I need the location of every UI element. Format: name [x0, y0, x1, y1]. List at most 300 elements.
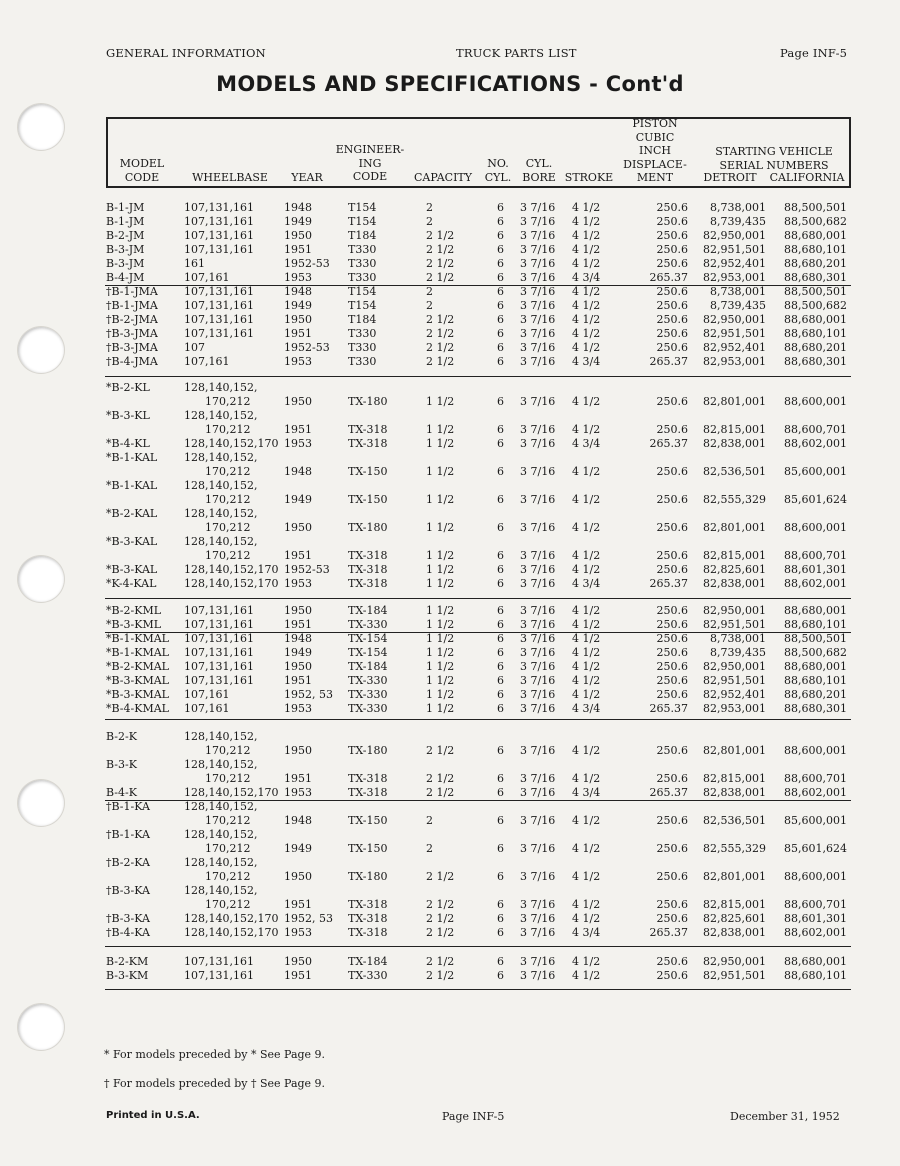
- cell-serial-california: 85,600,001: [784, 814, 847, 827]
- cell-capacity: 2 1/2: [426, 955, 455, 968]
- cell-year: 1953: [284, 271, 312, 284]
- table-row: [0, 257, 900, 271]
- cell-year: 1953: [284, 437, 312, 450]
- cell-year: 1950: [284, 521, 312, 534]
- cell-capacity: 1 1/2: [426, 674, 455, 687]
- cell-serial-detroit: 8,739,435: [710, 299, 766, 312]
- cell-displacement: 250.6: [656, 632, 688, 645]
- cell-displacement: 250.6: [656, 423, 688, 436]
- cell-bore: 3 7/16: [520, 702, 556, 715]
- cell-capacity: 1 1/2: [426, 437, 455, 450]
- cell-serial-detroit: 82,951,501: [703, 618, 766, 631]
- table-row: [0, 327, 900, 341]
- table-row: [0, 758, 900, 772]
- cell-cyl: 6: [497, 870, 504, 883]
- table-row: [0, 521, 900, 535]
- cell-displacement: 250.6: [656, 604, 688, 617]
- cell-displacement: 250.6: [656, 688, 688, 701]
- cell-model: †B-2-KA: [106, 856, 150, 869]
- cell-stroke: 4 1/2: [572, 912, 601, 925]
- cell-year: 1948: [284, 201, 312, 214]
- cell-engine: T154: [348, 299, 377, 312]
- cell-bore: 3 7/16: [520, 257, 556, 270]
- cell-capacity: 2 1/2: [426, 271, 455, 284]
- cell-engine: TX-154: [348, 632, 388, 645]
- col-header-california: CALIFORNIA: [769, 171, 845, 184]
- cell-stroke: 4 3/4: [572, 437, 601, 450]
- cell-serial-detroit: 82,815,001: [703, 549, 766, 562]
- cell-capacity: 2 1/2: [426, 898, 455, 911]
- cell-model: B-2-K: [106, 730, 137, 743]
- cell-model: *B-2-KML: [106, 604, 162, 617]
- cell-year: 1952, 53: [284, 912, 333, 925]
- cell-capacity: 2 1/2: [426, 243, 455, 256]
- cell-serial-detroit: 82,838,001: [703, 926, 766, 939]
- cell-cyl: 6: [497, 955, 504, 968]
- cell-model: *B-1-KAL: [106, 451, 158, 464]
- binder-hole: [18, 1004, 64, 1050]
- cell-year: 1953: [284, 702, 312, 715]
- cell-model: B-4-JM: [106, 271, 145, 284]
- cell-wheelbase: 128,140,152,: [184, 451, 258, 464]
- cell-stroke: 4 1/2: [572, 674, 601, 687]
- cell-bore: 3 7/16: [520, 285, 556, 298]
- cell-engine: TX-184: [348, 660, 388, 673]
- cell-model: *B-3-KAL: [106, 535, 158, 548]
- cell-serial-california: 88,600,701: [784, 423, 847, 436]
- running-header-right: Page INF-5: [780, 46, 848, 60]
- cell-capacity: 2: [426, 215, 433, 228]
- cell-serial-detroit: 82,951,501: [703, 327, 766, 340]
- cell-cyl: 6: [497, 660, 504, 673]
- cell-serial-california: 88,500,682: [784, 299, 847, 312]
- cell-serial-california: 85,600,001: [784, 465, 847, 478]
- cell-capacity: 1 1/2: [426, 660, 455, 673]
- cell-bore: 3 7/16: [520, 493, 556, 506]
- cell-stroke: 4 1/2: [572, 313, 601, 326]
- col-header-model: MODEL CODE: [119, 157, 165, 184]
- cell-model: †B-1-JMA: [106, 285, 158, 298]
- cell-wheelbase: 128,140,152,170: [184, 437, 279, 450]
- cell-serial-california: 88,602,001: [784, 437, 847, 450]
- cell-wheelbase: 107,161: [184, 271, 230, 284]
- cell-model: *K-4-KAL: [106, 577, 157, 590]
- cell-displacement: 250.6: [656, 215, 688, 228]
- table-row: [0, 535, 900, 549]
- cell-displacement: 250.6: [656, 549, 688, 562]
- cell-engine: TX-180: [348, 395, 388, 408]
- cell-displacement: 265.37: [649, 702, 688, 715]
- cell-bore: 3 7/16: [520, 341, 556, 354]
- cell-bore: 3 7/16: [520, 744, 556, 757]
- cell-model: †B-4-JMA: [106, 355, 158, 368]
- cell-serial-california: 88,600,001: [784, 395, 847, 408]
- cell-stroke: 4 1/2: [572, 521, 601, 534]
- cell-capacity: 1 1/2: [426, 618, 455, 631]
- cell-model: *B-4-KMAL: [106, 702, 169, 715]
- table-row: [0, 243, 900, 257]
- cell-capacity: 1 1/2: [426, 688, 455, 701]
- table-row: [0, 955, 900, 969]
- cell-year: 1950: [284, 313, 312, 326]
- cell-model: *B-1-KMAL: [106, 646, 169, 659]
- cell-capacity: 2: [426, 842, 433, 855]
- cell-bore: 3 7/16: [520, 926, 556, 939]
- cell-serial-detroit: 82,815,001: [703, 772, 766, 785]
- cell-capacity: 1 1/2: [426, 395, 455, 408]
- cell-wheelbase: 107,131,161: [184, 660, 254, 673]
- cell-engine: T154: [348, 201, 377, 214]
- running-header-left: GENERAL INFORMATION: [106, 46, 266, 60]
- cell-year: 1950: [284, 955, 312, 968]
- group-divider: [105, 946, 851, 947]
- cell-engine: T330: [348, 243, 377, 256]
- cell-wheelbase: 107,131,161: [184, 215, 254, 228]
- cell-wheelbase: 170,212: [184, 549, 251, 562]
- cell-year: 1950: [284, 660, 312, 673]
- cell-serial-detroit: 82,951,501: [703, 674, 766, 687]
- cell-serial-california: 88,680,201: [784, 341, 847, 354]
- cell-engine: T330: [348, 327, 377, 340]
- cell-stroke: 4 1/2: [572, 285, 601, 298]
- cell-cyl: 6: [497, 271, 504, 284]
- cell-serial-california: 88,602,001: [784, 577, 847, 590]
- cell-engine: TX-318: [348, 423, 388, 436]
- cell-serial-detroit: 82,801,001: [703, 395, 766, 408]
- cell-model: †B-3-KA: [106, 912, 150, 925]
- cell-bore: 3 7/16: [520, 465, 556, 478]
- cell-cyl: 6: [497, 257, 504, 270]
- cell-model: *B-3-KML: [106, 618, 162, 631]
- footer-page: Page INF-5: [442, 1110, 505, 1123]
- cell-wheelbase: 170,212: [184, 423, 251, 436]
- cell-capacity: 2 1/2: [426, 341, 455, 354]
- cell-displacement: 250.6: [656, 299, 688, 312]
- cell-displacement: 250.6: [656, 521, 688, 534]
- cell-serial-detroit: 82,825,601: [703, 563, 766, 576]
- cell-cyl: 6: [497, 604, 504, 617]
- cell-bore: 3 7/16: [520, 786, 556, 799]
- table-row: [0, 632, 900, 646]
- cell-serial-california: 88,602,001: [784, 926, 847, 939]
- cell-serial-california: 88,680,201: [784, 257, 847, 270]
- cell-wheelbase: 107,131,161: [184, 243, 254, 256]
- cell-serial-detroit: 82,838,001: [703, 786, 766, 799]
- table-row: [0, 618, 900, 632]
- cell-serial-detroit: 82,801,001: [703, 870, 766, 883]
- cell-engine: TX-318: [348, 437, 388, 450]
- binder-hole: [18, 104, 64, 150]
- cell-engine: T184: [348, 313, 377, 326]
- cell-displacement: 250.6: [656, 618, 688, 631]
- cell-stroke: 4 1/2: [572, 395, 601, 408]
- table-row: [0, 563, 900, 577]
- cell-capacity: 1 1/2: [426, 702, 455, 715]
- cell-cyl: 6: [497, 646, 504, 659]
- running-header-center: TRUCK PARTS LIST: [456, 46, 577, 60]
- table-row: [0, 730, 900, 744]
- cell-model: B-3-KM: [106, 969, 149, 982]
- cell-serial-california: 85,601,624: [784, 493, 847, 506]
- table-row: [0, 969, 900, 983]
- cell-bore: 3 7/16: [520, 814, 556, 827]
- cell-wheelbase: 170,212: [184, 395, 251, 408]
- footnote-dagger: † For models preceded by † See Page 9.: [104, 1077, 326, 1090]
- cell-serial-detroit: 82,951,501: [703, 243, 766, 256]
- cell-bore: 3 7/16: [520, 299, 556, 312]
- cell-cyl: 6: [497, 577, 504, 590]
- cell-engine: TX-318: [348, 912, 388, 925]
- cell-stroke: 4 1/2: [572, 215, 601, 228]
- cell-wheelbase: 107,131,161: [184, 299, 254, 312]
- cell-engine: TX-150: [348, 814, 388, 827]
- cell-serial-california: 88,680,301: [784, 271, 847, 284]
- cell-capacity: 1 1/2: [426, 563, 455, 576]
- cell-serial-detroit: 82,801,001: [703, 521, 766, 534]
- cell-serial-detroit: 82,952,401: [703, 257, 766, 270]
- cell-displacement: 265.37: [649, 577, 688, 590]
- cell-cyl: 6: [497, 969, 504, 982]
- page-title: MODELS AND SPECIFICATIONS - Cont'd: [216, 72, 684, 96]
- cell-year: 1953: [284, 355, 312, 368]
- cell-serial-california: 88,600,001: [784, 870, 847, 883]
- cell-wheelbase: 107,131,161: [184, 604, 254, 617]
- cell-serial-detroit: 82,838,001: [703, 437, 766, 450]
- cell-serial-detroit: 8,738,001: [710, 285, 766, 298]
- cell-bore: 3 7/16: [520, 969, 556, 982]
- cell-year: 1950: [284, 744, 312, 757]
- cell-serial-california: 88,680,001: [784, 604, 847, 617]
- cell-wheelbase: 170,212: [184, 842, 251, 855]
- cell-engine: T154: [348, 215, 377, 228]
- table-row: [0, 604, 900, 618]
- table-row: [0, 493, 900, 507]
- cell-bore: 3 7/16: [520, 313, 556, 326]
- cell-displacement: 250.6: [656, 563, 688, 576]
- table-row: [0, 688, 900, 702]
- cell-engine: TX-330: [348, 702, 388, 715]
- cell-stroke: 4 1/2: [572, 243, 601, 256]
- cell-bore: 3 7/16: [520, 563, 556, 576]
- cell-bore: 3 7/16: [520, 201, 556, 214]
- cell-bore: 3 7/16: [520, 549, 556, 562]
- cell-capacity: 2 1/2: [426, 870, 455, 883]
- table-row: [0, 355, 900, 369]
- cell-serial-california: 88,680,301: [784, 355, 847, 368]
- cell-model: *B-1-KAL: [106, 479, 158, 492]
- cell-wheelbase: 128,140,152,: [184, 884, 258, 897]
- cell-serial-california: 88,500,682: [784, 646, 847, 659]
- cell-model: †B-1-KA: [106, 800, 150, 813]
- cell-displacement: 250.6: [656, 744, 688, 757]
- cell-serial-california: 88,680,201: [784, 688, 847, 701]
- cell-year: 1952, 53: [284, 688, 333, 701]
- cell-wheelbase: 128,140,152,: [184, 409, 258, 422]
- cell-stroke: 4 1/2: [572, 744, 601, 757]
- footer-date: December 31, 1952: [730, 1110, 840, 1123]
- cell-model: *B-3-KMAL: [106, 674, 169, 687]
- cell-year: 1948: [284, 465, 312, 478]
- cell-year: 1953: [284, 926, 312, 939]
- cell-year: 1951: [284, 549, 312, 562]
- cell-serial-california: 88,600,701: [784, 772, 847, 785]
- cell-year: 1948: [284, 814, 312, 827]
- cell-cyl: 6: [497, 395, 504, 408]
- cell-displacement: 250.6: [656, 772, 688, 785]
- cell-wheelbase: 107,131,161: [184, 285, 254, 298]
- cell-model: †B-4-KA: [106, 926, 150, 939]
- cell-serial-california: 88,680,101: [784, 327, 847, 340]
- cell-serial-detroit: 82,801,001: [703, 744, 766, 757]
- cell-serial-california: 88,680,001: [784, 313, 847, 326]
- table-row: [0, 285, 900, 299]
- cell-capacity: 2 1/2: [426, 313, 455, 326]
- cell-cyl: 6: [497, 327, 504, 340]
- table-row: [0, 465, 900, 479]
- cell-wheelbase: 107,131,161: [184, 313, 254, 326]
- cell-serial-detroit: 82,953,001: [703, 271, 766, 284]
- table-row: [0, 549, 900, 563]
- cell-stroke: 4 1/2: [572, 688, 601, 701]
- cell-stroke: 4 1/2: [572, 229, 601, 242]
- cell-stroke: 4 1/2: [572, 898, 601, 911]
- cell-bore: 3 7/16: [520, 215, 556, 228]
- cell-serial-california: 88,601,301: [784, 563, 847, 576]
- cell-wheelbase: 107,131,161: [184, 646, 254, 659]
- cell-capacity: 2: [426, 814, 433, 827]
- cell-wheelbase: 107,161: [184, 702, 230, 715]
- cell-engine: TX-318: [348, 549, 388, 562]
- cell-year: 1950: [284, 604, 312, 617]
- cell-serial-detroit: 82,950,001: [703, 313, 766, 326]
- cell-wheelbase: 128,140,152,: [184, 381, 258, 394]
- cell-model: †B-2-JMA: [106, 313, 158, 326]
- cell-engine: TX-318: [348, 786, 388, 799]
- cell-serial-california: 88,680,101: [784, 618, 847, 631]
- cell-year: 1950: [284, 395, 312, 408]
- cell-serial-detroit: 82,555,329: [703, 493, 766, 506]
- cell-wheelbase: 128,140,152,170: [184, 577, 279, 590]
- col-header-cyl: NO. CYL.: [484, 157, 512, 184]
- cell-displacement: 250.6: [656, 465, 688, 478]
- col-header-stroke: STROKE: [564, 171, 614, 184]
- cell-stroke: 4 3/4: [572, 786, 601, 799]
- cell-displacement: 250.6: [656, 870, 688, 883]
- cell-model: B-3-JM: [106, 243, 145, 256]
- cell-capacity: 2 1/2: [426, 772, 455, 785]
- cell-year: 1948: [284, 285, 312, 298]
- col-header-bore: CYL. BORE: [522, 157, 556, 184]
- cell-engine: TX-180: [348, 521, 388, 534]
- cell-year: 1950: [284, 870, 312, 883]
- cell-displacement: 265.37: [649, 271, 688, 284]
- cell-engine: T184: [348, 229, 377, 242]
- cell-displacement: 250.6: [656, 814, 688, 827]
- table-row: [0, 479, 900, 493]
- cell-wheelbase: 128,140,152,: [184, 479, 258, 492]
- cell-wheelbase: 170,212: [184, 465, 251, 478]
- cell-cyl: 6: [497, 313, 504, 326]
- cell-engine: TX-318: [348, 577, 388, 590]
- cell-cyl: 6: [497, 744, 504, 757]
- cell-capacity: 1 1/2: [426, 549, 455, 562]
- cell-cyl: 6: [497, 702, 504, 715]
- cell-serial-california: 88,500,682: [784, 215, 847, 228]
- cell-engine: TX-330: [348, 969, 388, 982]
- cell-stroke: 4 1/2: [572, 772, 601, 785]
- cell-wheelbase: 128,140,152,: [184, 856, 258, 869]
- cell-year: 1951: [284, 423, 312, 436]
- cell-displacement: 250.6: [656, 229, 688, 242]
- cell-bore: 3 7/16: [520, 395, 556, 408]
- cell-capacity: 2 1/2: [426, 744, 455, 757]
- cell-engine: TX-180: [348, 744, 388, 757]
- cell-displacement: 250.6: [656, 201, 688, 214]
- cell-serial-california: 88,500,501: [784, 632, 847, 645]
- cell-wheelbase: 107: [184, 341, 205, 354]
- cell-stroke: 4 1/2: [572, 257, 601, 270]
- cell-serial-california: 88,500,501: [784, 201, 847, 214]
- cell-model: *B-2-KL: [106, 381, 150, 394]
- cell-engine: TX-150: [348, 842, 388, 855]
- cell-wheelbase: 107,131,161: [184, 969, 254, 982]
- table-row: [0, 577, 900, 591]
- table-row: [0, 744, 900, 758]
- cell-bore: 3 7/16: [520, 912, 556, 925]
- cell-capacity: 2 1/2: [426, 912, 455, 925]
- col-header-year: YEAR: [291, 171, 323, 184]
- cell-serial-california: 88,602,001: [784, 786, 847, 799]
- cell-wheelbase: 107,131,161: [184, 955, 254, 968]
- cell-displacement: 250.6: [656, 898, 688, 911]
- cell-wheelbase: 128,140,152,: [184, 507, 258, 520]
- cell-bore: 3 7/16: [520, 955, 556, 968]
- cell-serial-detroit: 8,738,001: [710, 632, 766, 645]
- cell-serial-california: 88,601,301: [784, 912, 847, 925]
- cell-displacement: 250.6: [656, 285, 688, 298]
- cell-stroke: 4 1/2: [572, 549, 601, 562]
- cell-wheelbase: 170,212: [184, 870, 251, 883]
- cell-cyl: 6: [497, 437, 504, 450]
- cell-model: *B-1-KMAL: [106, 632, 169, 645]
- cell-capacity: 1 1/2: [426, 493, 455, 506]
- cell-engine: T330: [348, 257, 377, 270]
- cell-engine: TX-150: [348, 465, 388, 478]
- cell-bore: 3 7/16: [520, 618, 556, 631]
- cell-bore: 3 7/16: [520, 604, 556, 617]
- cell-year: 1951: [284, 772, 312, 785]
- cell-displacement: 265.37: [649, 437, 688, 450]
- table-row: [0, 814, 900, 828]
- cell-serial-detroit: 8,739,435: [710, 215, 766, 228]
- cell-stroke: 4 1/2: [572, 842, 601, 855]
- cell-serial-california: 88,600,001: [784, 521, 847, 534]
- cell-model: †B-1-KA: [106, 828, 150, 841]
- cell-engine: TX-184: [348, 604, 388, 617]
- cell-bore: 3 7/16: [520, 772, 556, 785]
- cell-cyl: 6: [497, 563, 504, 576]
- table-row: [0, 884, 900, 898]
- cell-bore: 3 7/16: [520, 229, 556, 242]
- cell-displacement: 250.6: [656, 646, 688, 659]
- cell-stroke: 4 3/4: [572, 702, 601, 715]
- cell-model: †B-3-JMA: [106, 341, 158, 354]
- cell-capacity: 2 1/2: [426, 229, 455, 242]
- cell-cyl: 6: [497, 285, 504, 298]
- cell-serial-detroit: 82,950,001: [703, 660, 766, 673]
- cell-capacity: 2 1/2: [426, 355, 455, 368]
- cell-cyl: 6: [497, 814, 504, 827]
